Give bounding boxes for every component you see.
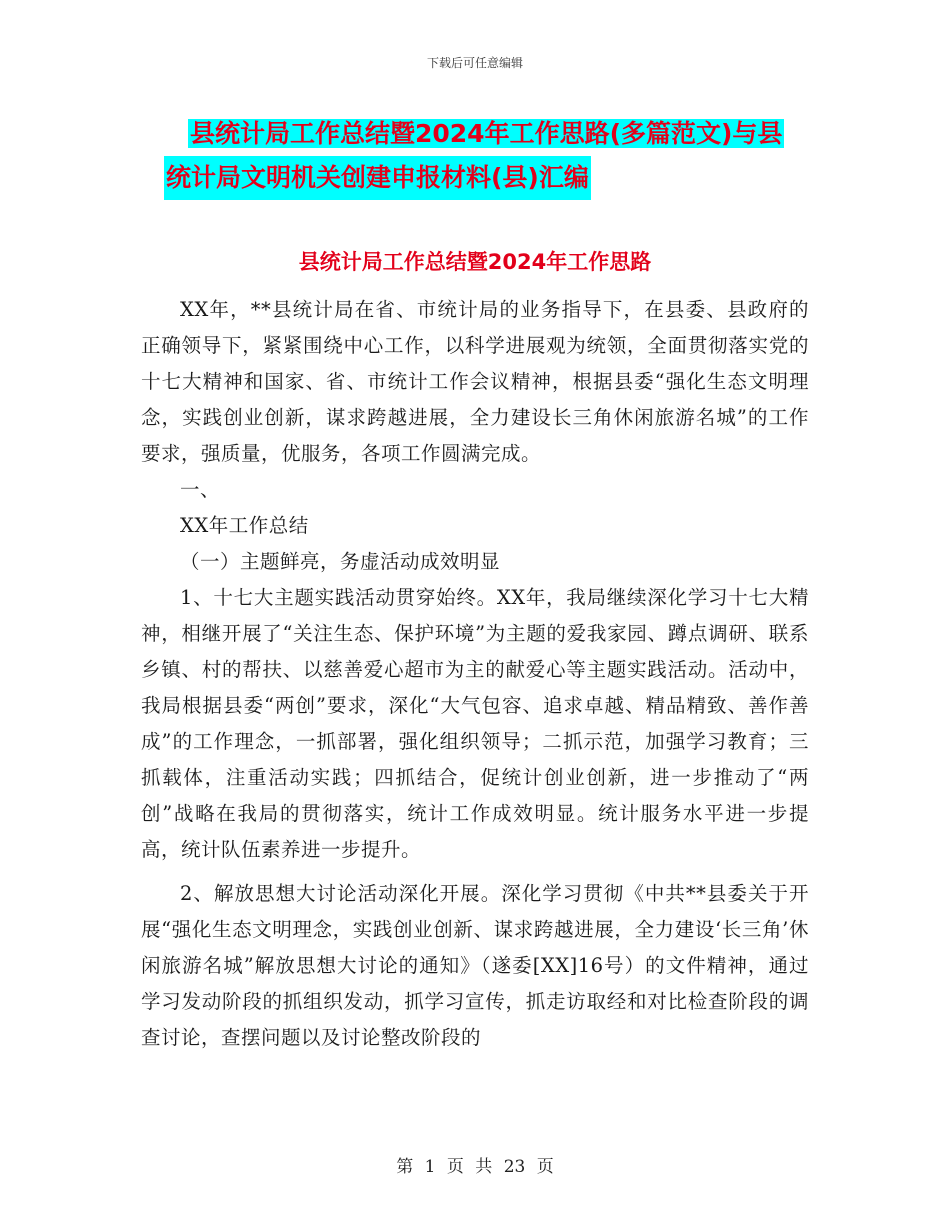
paragraph-heading-summary: XX年工作总结 [180, 514, 309, 537]
page-footer: 第 1 页 共 23 页 [396, 1157, 554, 1177]
paragraph-heading-one: 一、 [180, 478, 221, 501]
document-title [166, 112, 818, 200]
paragraph-intro: XX年，**县统计局在省、市统计局的业务指导下，在县委、县政府的正确领导下，紧紧围绕中心工作，以科学进展观为统领，全面贯彻落实党的十七大精神和国家、省、市统计工作会议精神，根据县委“强化生态文明理念，实践创业创新，谋求跨越进展，全力建设长三角休闲旅游名城”的工作要求，强质量，优服务，各项工作圆满完成。 [141, 298, 809, 465]
paragraph-item-1: 1、十七大主题实践活动贯穿始终。XX年，我局继续深化学习十七大精神，相继开展了“关注生态、保护环境”为主题的爱我家园、蹲点调研、联系乡镇、村的帮扶、以慈善爱心超市为主的献爱心等主题实践活动。活动中，我局根据县委“两创”要求，深化“大气包容、追求卓越、精品精致、善作善成”的工作理念，一抓部署，强化组织领导；二抓示范，加强学习教育；三抓载体，注重活动实践；四抓结合，促统计创业创新，进一步推动了“两创”战略在我局的贯彻落实，统计工作成效明显。统计服务水平进一步提高，统计队伍素养进一步提升。 [141, 586, 809, 861]
paragraph-item-2: 2、解放思想大讨论活动深化开展。深化学习贯彻《中共**县委关于开展“强化生态文明理念，实践创业创新、谋求跨越进展，全力建设‘长三角’休闲旅游名城”解放思想大讨论的通知》（遂委[XX]16号）的文件精神，通过学习发动阶段的抓组织发动，抓学习宣传，抓走访取经和对比检查阶段的调查讨论，查摆问题以及讨论整改阶段的 [141, 882, 809, 1049]
header-note: 下载后可任意编辑 [426, 56, 523, 70]
paragraph-subheading: （一）主题鲜亮，务虚活动成效明显 [180, 550, 501, 573]
title-line-1: 县统计局工作总结暨2024年工作思路(多篇范文)与县 [190, 119, 783, 148]
section-title: 县统计局工作总结暨2024年工作思路 [298, 250, 652, 274]
title-line-2: 统计局文明机关创建申报材料(县)汇编 [164, 156, 591, 200]
body-text [141, 292, 809, 1056]
